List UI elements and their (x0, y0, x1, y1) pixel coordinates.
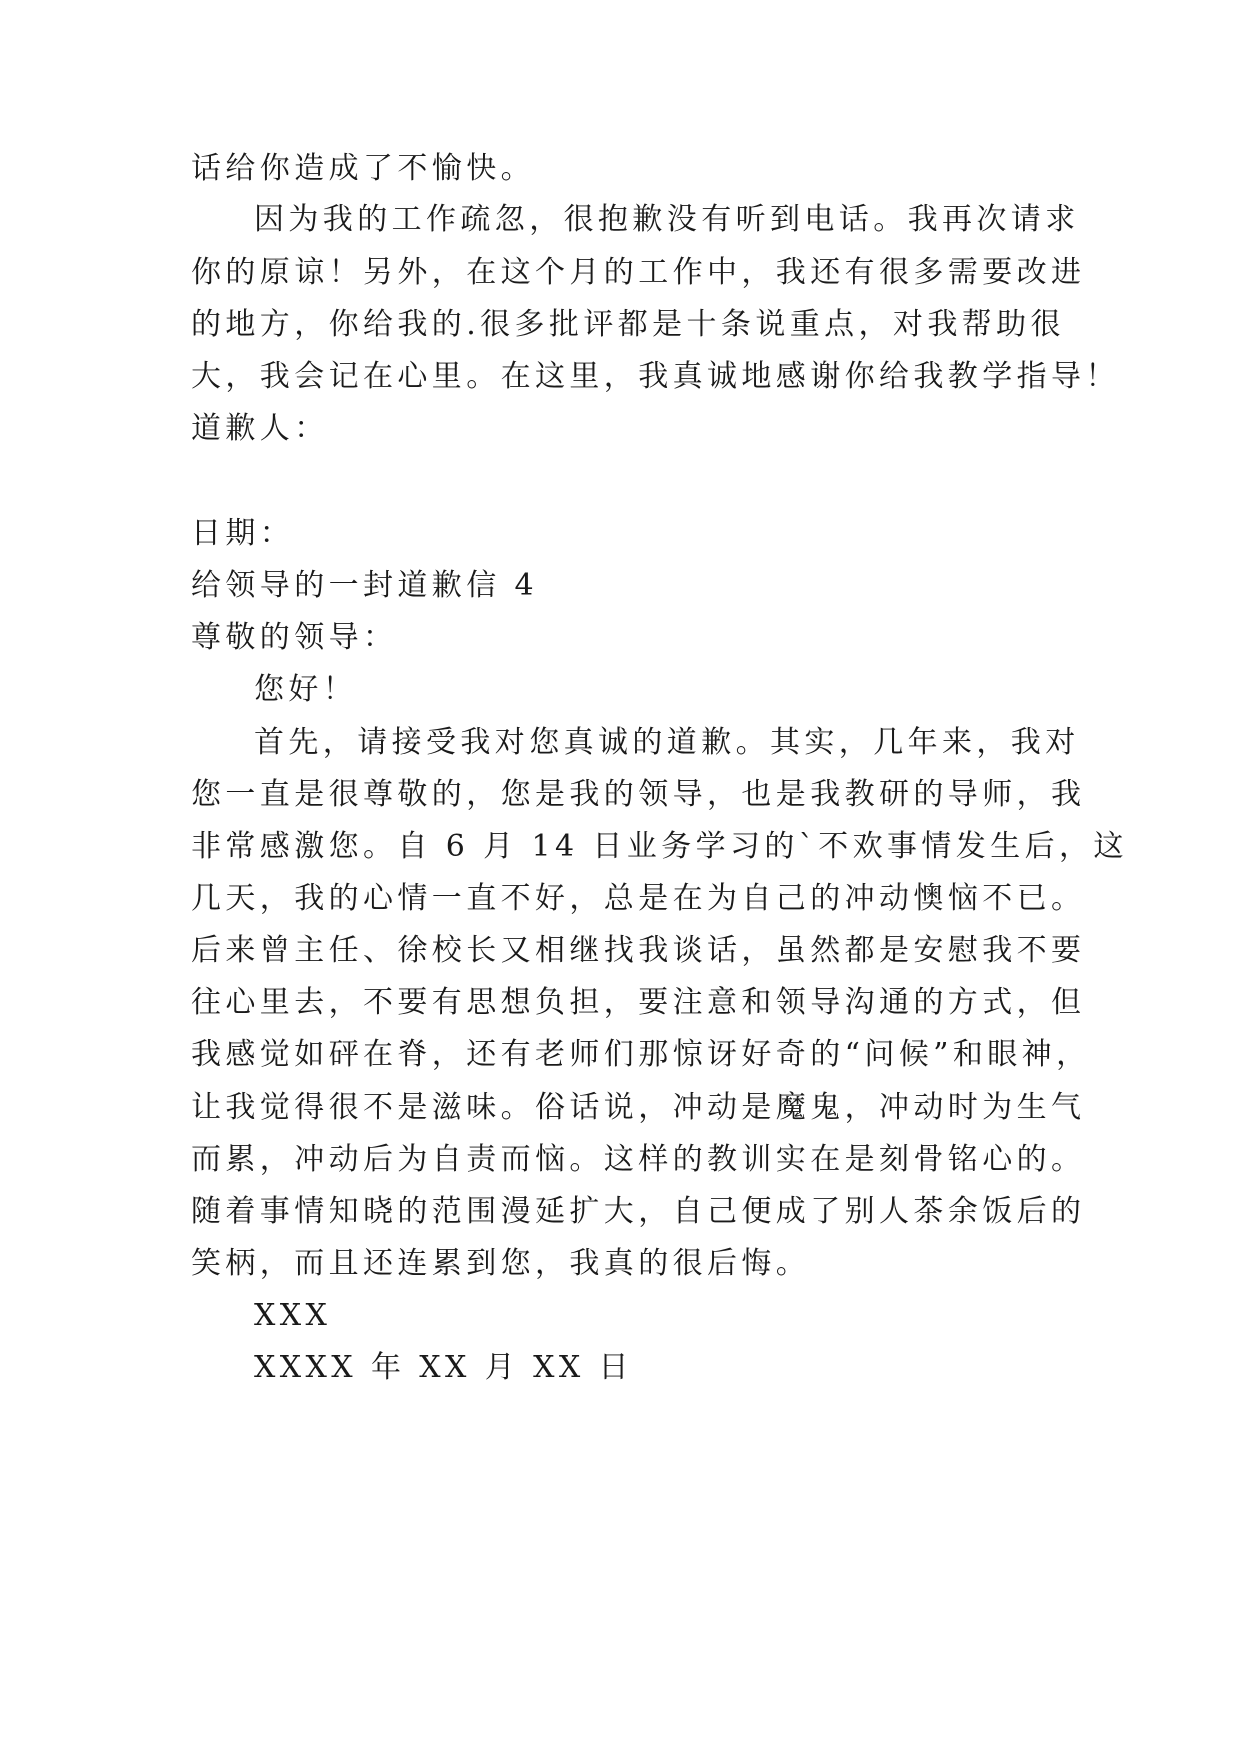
text-line: 而累，冲动后为自责而恼。这样的教训实在是刻骨铭心的。 (191, 1142, 1086, 1177)
greeting: 您好！ (254, 672, 358, 707)
salutation: 尊敬的领导： (191, 620, 398, 655)
text-line: 让我觉得很不是滋味。俗话说，冲动是魔鬼，冲动时为生气 (191, 1090, 1086, 1125)
text-line: 的地方，你给我的.很多批评都是十条说重点，对我帮助很 (191, 307, 1065, 342)
text-line: 随着事情知晓的范围漫延扩大，自己便成了别人茶余饭后的 (191, 1194, 1086, 1229)
text-line: 因为我的工作疏忽，很抱歉没有听到电话。我再次请求 (254, 202, 1080, 237)
text-line: 几天，我的心情一直不好，总是在为自己的冲动懊恼不已。 (191, 881, 1086, 916)
text-line: 非常感激您。自 6 月 14 日业务学习的`不欢事情发生后，这 (191, 829, 1128, 864)
text-line: 你的原谅！另外，在这个月的工作中，我还有很多需要改进 (191, 255, 1086, 290)
text-line: 往心里去，不要有思想负担，要注意和领导沟通的方式，但 (191, 985, 1086, 1020)
signature-label: 道歉人： (191, 411, 329, 446)
date-label: 日期： (191, 516, 295, 551)
text-line: 我感觉如砰在脊，还有老师们那惊讶好奇的“问候”和眼神， (191, 1037, 1091, 1072)
text-line: 笑柄，而且还连累到您，我真的很后悔。 (191, 1246, 811, 1281)
text-line: 您一直是很尊敬的，您是我的领导，也是我教研的导师，我 (191, 777, 1086, 812)
text-line: 大，我会记在心里。在这里，我真诚地感谢你给我教学指导！ (191, 359, 1120, 394)
section-title: 给领导的一封道歉信 4 (191, 568, 539, 603)
signature-date: XXXX 年 XX 月 XX 日 (254, 1350, 633, 1385)
text-line: 话给你造成了不愉快。 (191, 151, 535, 186)
signature-name: XXX (254, 1298, 332, 1333)
text-line: 后来曾主任、徐校长又相继找我谈话，虽然都是安慰我不要 (191, 933, 1086, 968)
text-line: 首先，请接受我对您真诚的道歉。其实，几年来，我对 (254, 725, 1080, 760)
